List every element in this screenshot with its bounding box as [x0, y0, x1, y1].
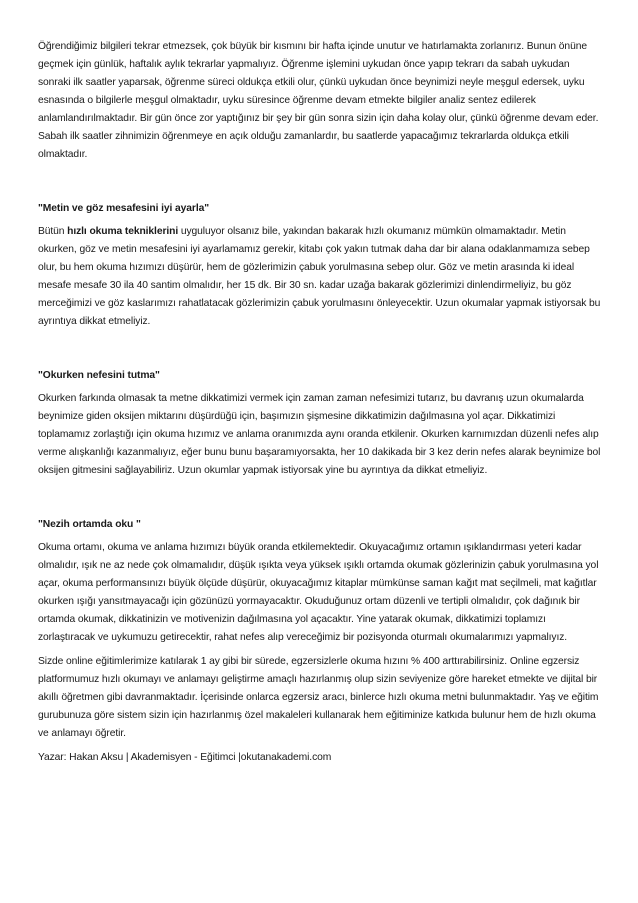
section-heading: "Metin ve göz mesafesini iyi ayarla"	[38, 203, 209, 214]
intro-paragraph: Öğrendiğimiz bilgileri tekrar etmezsek, çok büyük bir kısmını bir hafta içinde unutur ve hatırlamakta zorlanırız. Bunun önüne geçmek için günlük, haftalık aylık tekrarlar yapmalıyız. Öğrenme işlemini uykudan önce yapıp tekrarı da sabah uykudan sonraki ilk saatler yaparsak, öğrenme süreci oldukça etkili olur, çünkü uykudan önce beynimizi neyle meşgul edersek, uyku esnasında o bilgilerle meşgul olmaktadır, uyku süresince öğrenme devam etmekte bilgiler analiz sentez edilerek anlamlandırılmaktadır. Bir gün önce zor yaptığınız bir şey bir gün sonra sizin için daha kolay olur, çünkü öğrenme devam eder. Sabah ilk saatler zihnimizin öğrenmeye en açık olduğu zamanlardır, bu saatlerde yapacağımız tekrarlarda oldukça etkili olmaktadır.	[38, 41, 599, 160]
section-paragraph: Okuma ortamı, okuma ve anlama hızımızı büyük oranda etkilemektedir. Okuyacağımız ortamın ışıklandırması yeteri kadar olmalıdır, ışık ne az nede çok olmamalıdır, düşük ışıkta veya yüksek ışıklı ortamda okumak gözlerinizin çabuk yorulmasına yol açar, okuma performansınızı büyük ölçüde düşürür, okuyacağımız kitaplar mümkünse saman kağıt mat seçilmeli, mat kağıtlar okurken ışığı yansıtmayacağı için gözünüzü yormayacaktır. Okuduğunuz ortam düzenli ve tertipli olmalıdır, çok dağınık bir ortamda okumak, dikkatinizin ve motivenizin dağılmasına yol açacaktır. Yine yatarak okumak, dikkatimizi toplamızı zorlaştıracak ve uykumuzu getirecektir, rahat nefes alıp vereceğimiz bir pozisyonda oturmalı okumalarımızı yapmalıyız.	[38, 542, 599, 643]
document-page	[38, 38, 604, 767]
section-breathing	[38, 367, 604, 480]
section-paragraph	[38, 223, 604, 331]
paragraph-text: Bütün	[38, 226, 68, 237]
section-heading: "Okurken nefesini tutma"	[38, 370, 160, 381]
paragraph-text: uyguluyor olsanız bile, yakından bakarak hızlı okumanız mümkün olmamaktadır. Metin okurken, göz ve metin mesafesini iyi ayarlamamız gerekir, kitabı çok yakın tutmak daha dar bir alana odaklanmamıza sebep olur, bu hem okuma hızımızı düşürür, hem de gözlerimizin çabuk yorulmasına sebep olur. Göz ve metin arasında ki ideal mesafe mesafe 30 ila 40 santim olmalıdır, her 15 dk. Bir 30 sn. kadar uzağa bakarak gözlerimizi dinlendirmeliyiz, bu göz merceğimizi ve göz kaslarımızı rahatlatacak gözlerimizin çabuk yorulmasını önleyecektir. Uzun okumalar yapmak istiyorsak bu ayrıntıya dikkat etmeliyiz.	[38, 226, 601, 327]
section-paragraph: Okurken farkında olmasak ta metne dikkatimizi vermek için zaman zaman nefesimizi tutarız, bu davranış uzun okumalarda beynimize giden oksijen miktarını düşürdüğü için, başımızın şişmesine dikkatimizin dağılmasına yol açar. Dikkatimizi toplamamız zorlaştığı için okuma hızımız ve anlama oranımızda aynı oranda etkilenir. Okurken karnımızdan düzenli nefes alıp verme alışkanlığı kazanmalıyız, eğer bunu bunu başaramıyorsakta, her 10 dakikada bir 3 kez derin nefes alarak beynimize bol oksijen gitmesini sağlayabiliriz. Uzun okumlar yapmak istiyorsak yine bu ayrıntıya da dikkat etmeliyiz.	[38, 393, 601, 476]
section-distance	[38, 200, 604, 331]
author-line: Yazar: Hakan Aksu | Akademisyen - Eğitimci |okutanakademi.com	[38, 752, 332, 763]
bold-link-text: hızlı okuma teknikleri	[67, 226, 170, 237]
section-heading: "Nezih ortamda oku "	[38, 519, 141, 530]
closing-paragraph: Sizde online eğitimlerimize katılarak 1 ay gibi bir sürede, egzersizlerle okuma hızını % 400 arttırabilirsiniz. Online egzersiz platformumuz hızlı okumayı ve anlamayı geliştirme amaçlı hazırlanmış olup sizin seviyenize göre hareket etmekte ve dijital bir akıllı öğretmen gibi davranmaktadır. İçerisinde onlarca egzersiz aracı, binlerce hızlı okuma metni bulunmaktadır. Yaş ve eğitim gurubunuza göre sistem sizin için hazırlanmış özel makaleleri kullanarak hem eğitiminize katkıda bulunur hem de hızlı okuma ve anlamayı öğretir.	[38, 656, 599, 739]
bold-suffix-text: ni	[169, 226, 179, 237]
section-environment	[38, 516, 604, 767]
